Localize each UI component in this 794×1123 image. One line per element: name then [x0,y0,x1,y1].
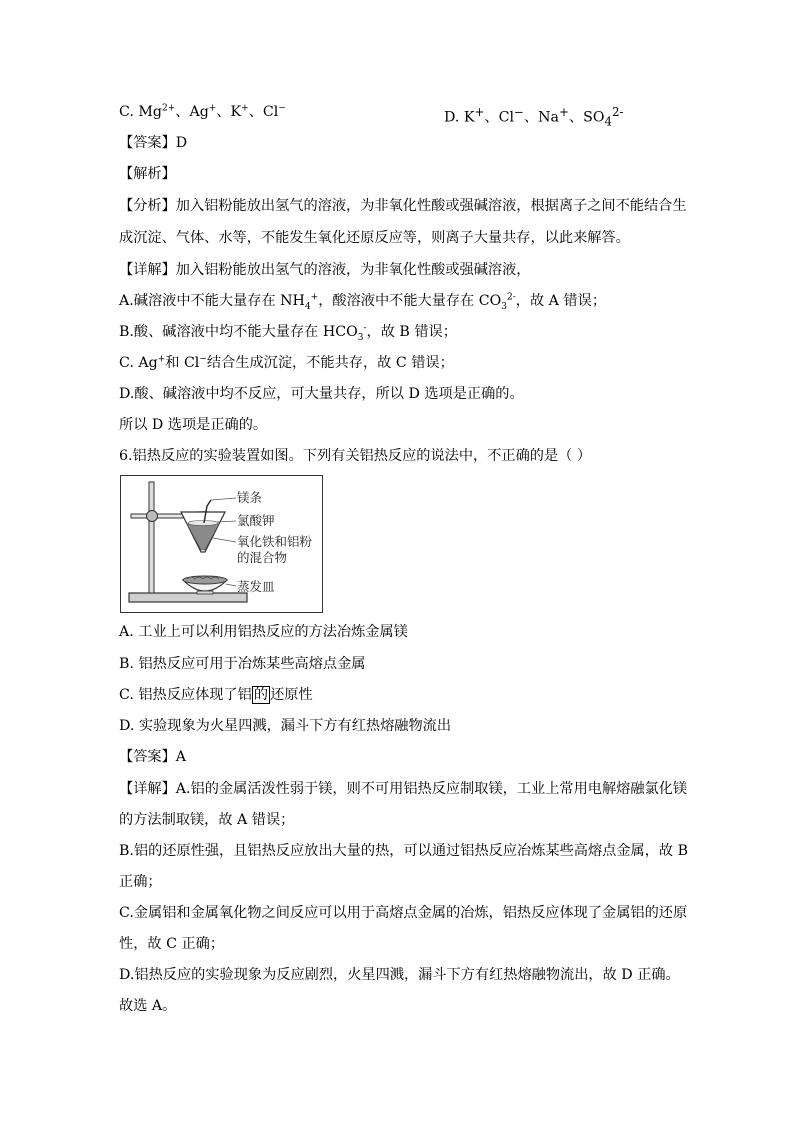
detail-option-a: A.碱溶液中不能大量存在 $NH_4^+$，酸溶液中不能大量存在 $CO_3^{2-}$，故 A 错误； [119,292,607,312]
analysis-heading: 【解析】 [119,166,176,182]
detail-option-b: B.酸、碱溶液中均不能大量存在 $HCO_3^-$，故 B 错误； [119,323,457,343]
detail-intro: 【详解】加入铝粉能放出氢气的溶液，为非氧化性酸或强碱溶液， [119,262,531,278]
question-6-conclusion: 故选 A。 [119,998,177,1014]
question-6-stem: 6.铝热反应的实验装置如图。下列有关铝热反应的说法中，不正确的是（ ） [119,448,592,464]
question-6-detail: C.金属铝和金属氧化物之间反应可以用于高熔点金属的冶炼，铝热反应体现了金属铝的还原 [119,905,688,921]
detail-option-c: C. Ag+和 Cl−结合生成沉淀，不能共存，故 C 错误； [119,354,454,371]
question-6-option-a: A. 工业上可以利用铝热反应的方法冶炼金属镁 [119,624,408,640]
question-6-answer: 【答案】A [119,749,186,765]
question-6-option-c: C. 铝热反应体现了铝 的 还原性 [119,687,313,703]
label-evaporating-dish: 蒸发皿 [237,579,275,594]
option-d-prev: D. K+、Cl−、Na+、$SO_4^{2-}$ [444,105,624,129]
detail-option-d: D.酸、碱溶液中均不反应，可大量共存，所以 D 选项是正确的。 [119,386,524,402]
question-6-detail: 的方法制取镁，故 A 错误； [119,812,295,828]
label-potassium-chlorate: 氯酸钾 [237,513,275,528]
analysis-text: 成沉淀、气体、水等，不能发生氧化还原反应等，则离子大量共存，以此来解答。 [119,230,630,246]
label-mixture-line1: 氧化铁和铝粉 [237,534,313,549]
thermite-apparatus-figure [120,475,323,613]
analysis-text: 【分析】加入铝粉能放出氢气的溶液，为非氧化性酸或强碱溶液，根据离子之间不能结合生 [119,198,687,214]
question-6-detail: 正确； [119,874,162,890]
detail-conclusion: 所以 D 选项是正确的。 [119,417,268,433]
question-6-detail: 性，故 C 正确； [119,936,225,952]
question-6-detail: 【详解】A.铝的金属活泼性弱于镁，则不可用铝热反应制取镁，工业上常用电解熔融氯化镁 [119,781,688,797]
label-mixture-line2: 的混合物 [237,550,288,565]
question-6-option-b: B. 铝热反应可用于冶炼某些高熔点金属 [119,656,366,672]
question-6-detail: B.铝的还原性强，且铝热反应放出大量的热，可以通过铝热反应冶炼某些高熔点金属，故 B [119,843,688,859]
answer-label: 【答案】D [119,135,188,151]
question-6-detail: D.铝热反应的实验现象为反应剧烈，火星四溅，漏斗下方有红热熔融物流出，故 D 正确。 [119,967,680,983]
question-6-option-d: D. 实验现象为火星四溅，漏斗下方有红热熔融物流出 [119,718,452,734]
option-c-prev: C. $Mg^{2+}$、Ag+、K+、Cl− [119,103,286,120]
label-magnesium-strip: 镁条 [237,490,263,505]
